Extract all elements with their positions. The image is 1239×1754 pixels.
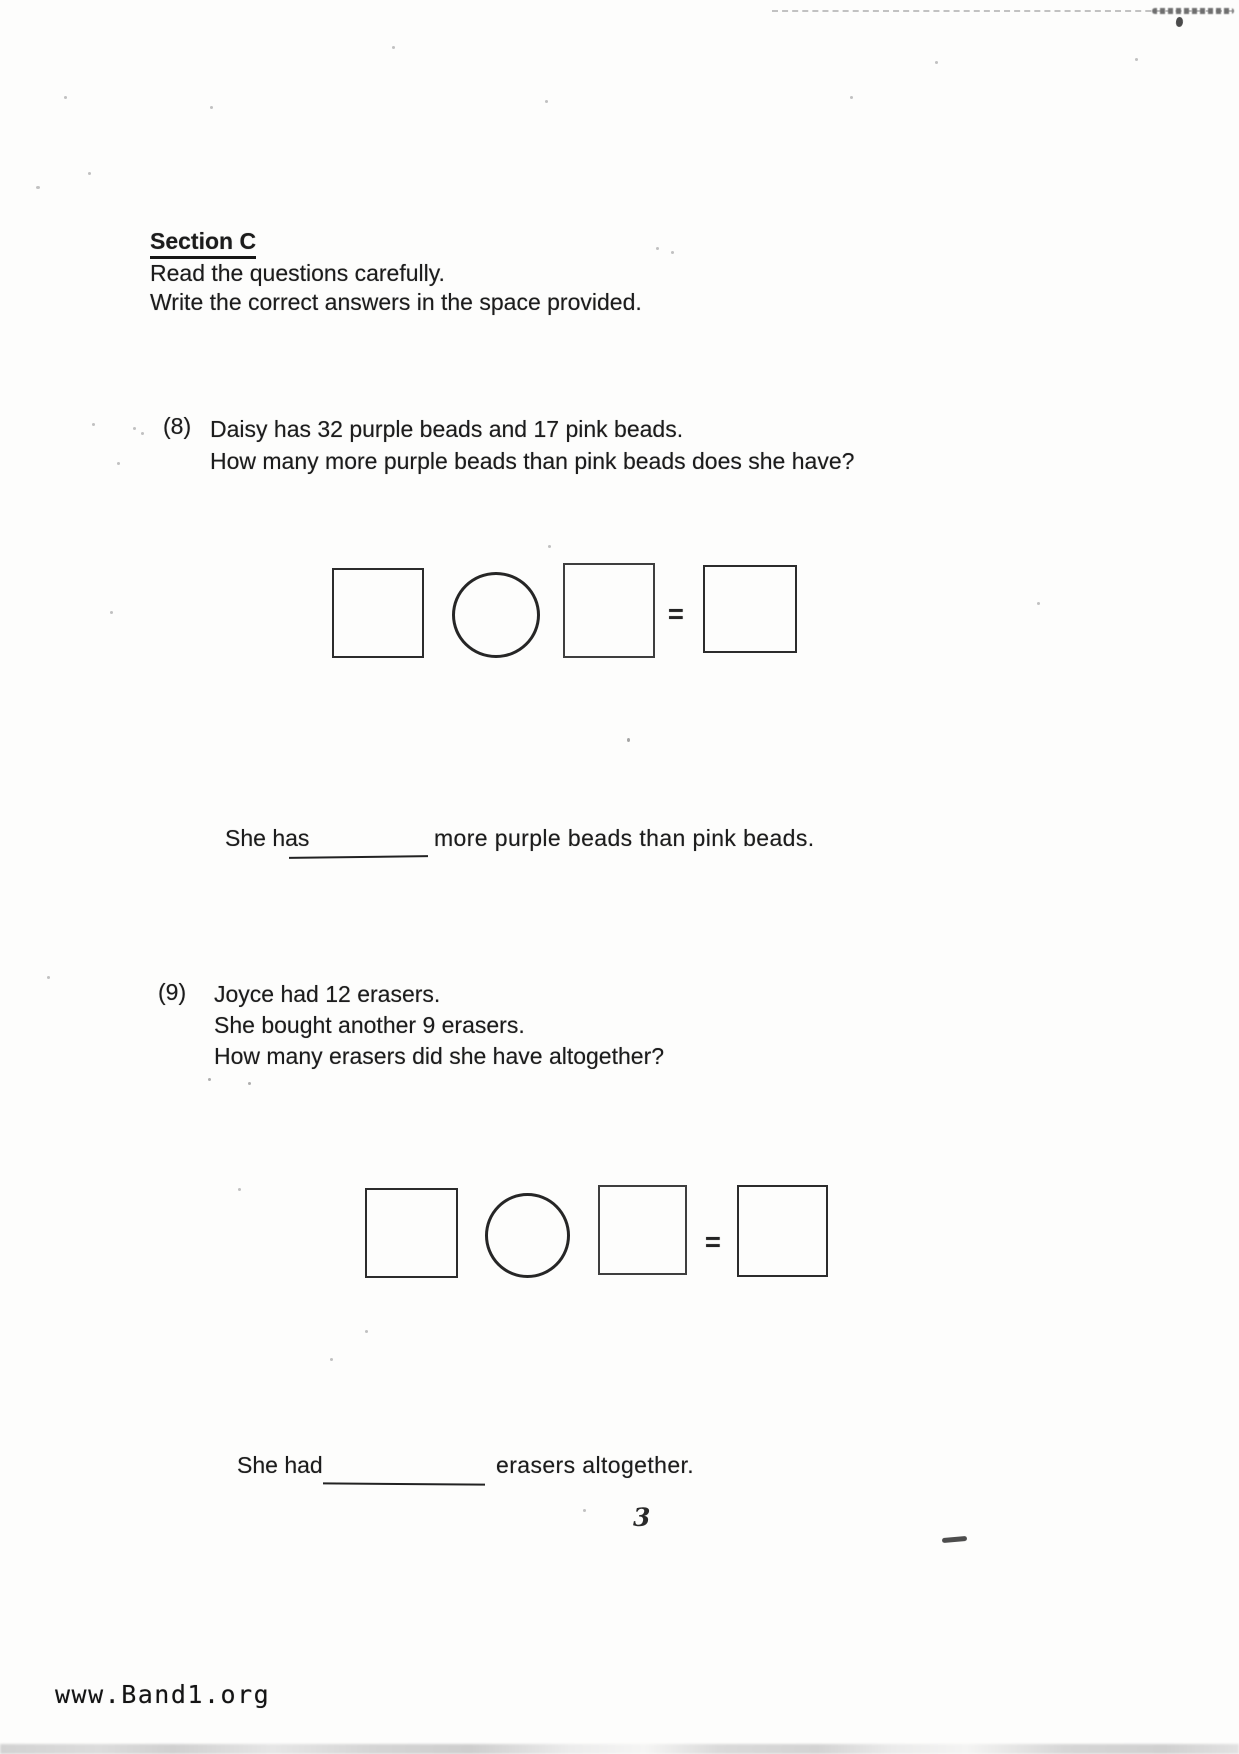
scan-speck — [248, 1082, 251, 1085]
answer-suffix: erasers altogether. — [496, 1452, 695, 1478]
scan-speck — [656, 247, 659, 250]
instruction-line: Write the correct answers in the space provided. — [150, 289, 642, 315]
question-number: (8) — [163, 413, 192, 439]
scan-speck — [92, 423, 95, 426]
second-number-box — [598, 1185, 687, 1275]
scan-speck — [671, 251, 674, 254]
scan-speck — [88, 172, 91, 175]
scan-speck — [47, 976, 50, 979]
question-text-line: Joyce had 12 erasers. — [214, 981, 441, 1007]
scan-speck — [935, 61, 938, 64]
second-number-box — [563, 563, 655, 658]
first-number-box — [365, 1188, 458, 1278]
question-text-line: How many more purple beads than pink beads does she have? — [210, 448, 855, 474]
first-number-box — [332, 568, 424, 658]
scan-edge-band — [0, 1744, 1239, 1754]
question-text-line: How many erasers did she have altogether? — [214, 1043, 665, 1069]
scan-speck — [1135, 58, 1138, 61]
scan-speck — [627, 738, 630, 742]
result-box — [737, 1185, 828, 1277]
answer-blank-line — [289, 855, 428, 859]
question-number: (9) — [158, 979, 187, 1005]
operation-circle — [485, 1193, 570, 1278]
question-text-line: Daisy has 32 purple beads and 17 pink beads. — [210, 416, 684, 442]
question-text — [210, 413, 854, 477]
result-box — [703, 565, 797, 653]
equals-sign: = — [705, 1227, 721, 1257]
working-diagram — [332, 563, 802, 663]
scan-speck — [365, 1330, 368, 1333]
scan-speck — [392, 46, 395, 49]
scan-speck — [330, 1358, 333, 1361]
scan-speck — [133, 427, 136, 430]
scan-ink-mark — [1175, 17, 1183, 28]
scan-speck — [141, 432, 144, 435]
scan-speck — [1037, 602, 1040, 605]
scan-speck — [110, 611, 113, 614]
answer-prefix: She had — [237, 1452, 323, 1478]
answer-blank-line — [323, 1482, 485, 1485]
scan-speck — [850, 96, 853, 99]
page-number: 3 — [633, 1503, 651, 1532]
working-diagram — [365, 1185, 835, 1285]
question-text — [214, 979, 664, 1072]
scan-speck — [548, 545, 551, 548]
question-text-line: She bought another 9 erasers. — [214, 1012, 525, 1038]
scan-speck — [238, 1188, 241, 1191]
scan-speck — [545, 100, 548, 103]
scan-speck — [64, 96, 67, 99]
pen-dash-mark — [942, 1536, 967, 1543]
scan-speck — [36, 186, 40, 189]
scan-edge-dark-segment — [1152, 8, 1234, 14]
scan-speck — [117, 462, 120, 465]
equals-sign: = — [668, 599, 684, 629]
footer-url: www.Band1.org — [55, 1680, 271, 1709]
scan-speck — [583, 1509, 586, 1512]
scan-speck — [210, 106, 213, 109]
scan-speck — [208, 1078, 211, 1081]
section-heading: Section C — [150, 228, 256, 259]
answer-suffix: more purple beads than pink beads. — [434, 825, 815, 851]
instruction-line: Read the questions carefully. — [150, 260, 445, 286]
answer-prefix: She has — [225, 825, 310, 851]
operation-circle — [452, 572, 540, 658]
